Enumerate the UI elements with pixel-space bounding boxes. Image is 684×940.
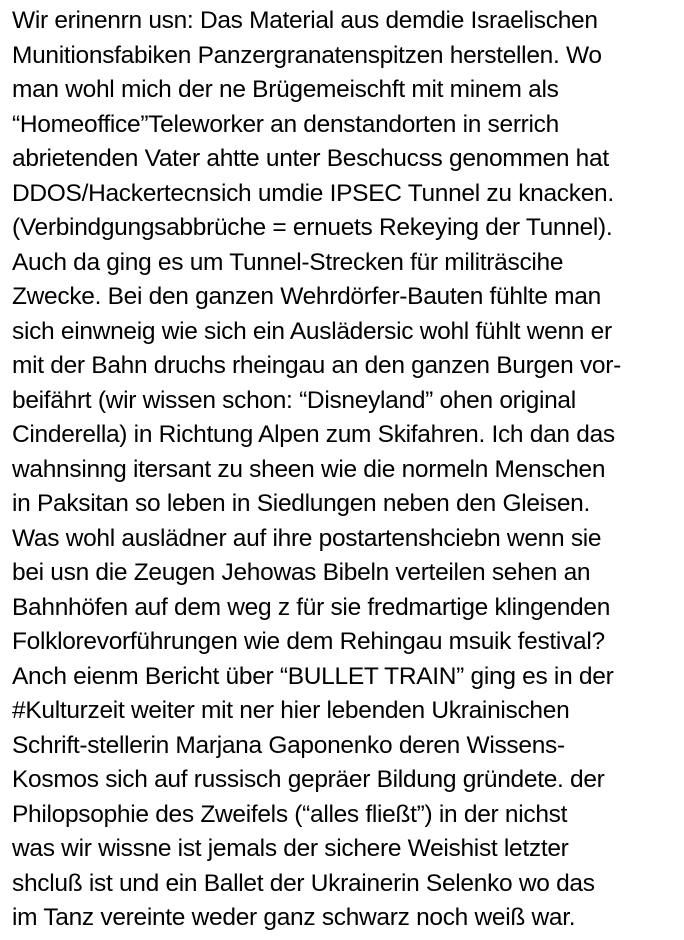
text-line: Cinderella) in Richtung Alpen zum Skifahren. Ich dan das xyxy=(12,421,615,448)
text-line: “Homeoffice”Teleworker an denstandorten in serrich xyxy=(12,110,559,138)
text-line: Folklorevorführungen wie dem Rehingau msuik festival? xyxy=(12,628,605,655)
text-line: Was wohl auslädner auf ihre postartenshciebn wenn sie xyxy=(12,524,602,552)
text-line: Auch da ging es um Tunnel-Strecken für militräscihe xyxy=(12,248,564,276)
body-text xyxy=(12,4,680,936)
text-line: abrietenden Vater ahtte unter Beschucss genommen hat xyxy=(12,145,609,172)
text-line: DDOS/Hackertecnsich umdie IPSEC Tunnel zu knacken. xyxy=(12,179,614,207)
text-line: im Tanz vereinte weder ganz schwarz noch weiß war. xyxy=(12,904,576,931)
text-line: was wir wissne ist jemals der sichere Weishist letzter xyxy=(12,835,569,862)
text-line: Philopsophie des Zweifels (“alles fließt”) in der nichst xyxy=(12,800,568,828)
text-line: Munitionsfabiken Panzergranatenspitzen herstellen. Wo xyxy=(12,41,602,69)
text-line: mit der Bahn druchs rheingau an den ganzen Burgen vor- xyxy=(12,352,621,379)
text-line: bei usn die Zeugen Jehowas Bibeln verteilen sehen an xyxy=(12,559,591,586)
text-line: shcluß ist und ein Ballet der Ukrainerin Selenko wo das xyxy=(12,869,595,897)
text-line: Kosmos sich auf russisch gepräer Bildung gründete. der xyxy=(12,766,605,793)
text-line: Bahnhöfen auf dem weg z für sie fredmartige klingenden xyxy=(12,593,611,621)
text-line: Zwecke. Bei den ganzen Wehrdörfer-Bauten fühlte man xyxy=(12,283,601,310)
text-line: #Kulturzeit weiter mit ner hier lebenden Ukrainischen xyxy=(12,697,570,724)
text-line: wahnsinng itersant zu sheen wie die normeln Menschen xyxy=(12,455,606,483)
text-line: man wohl mich der ne Brügemeischft mit minem als xyxy=(12,76,559,103)
text-line: sich einwneig wie sich ein Auslädersic wohl fühlt wenn er xyxy=(12,317,612,345)
text-line: beifährt (wir wissen schon: “Disneyland” ohen original xyxy=(12,386,576,414)
text-line: Anch eienm Bericht über “BULLET TRAIN” ging es in der xyxy=(12,662,614,690)
text-line: Schrift-stellerin Marjana Gaponenko deren Wissens- xyxy=(12,731,565,759)
text-line: in Paksitan so leben in Siedlungen neben den Gleisen. xyxy=(12,490,590,517)
text-line: Wir erinenrn usn: Das Material aus demdie Israelischen xyxy=(12,7,598,34)
text-line: (Verbindgungsabbrüche = ernuets Rekeying der Tunnel). xyxy=(12,214,613,241)
